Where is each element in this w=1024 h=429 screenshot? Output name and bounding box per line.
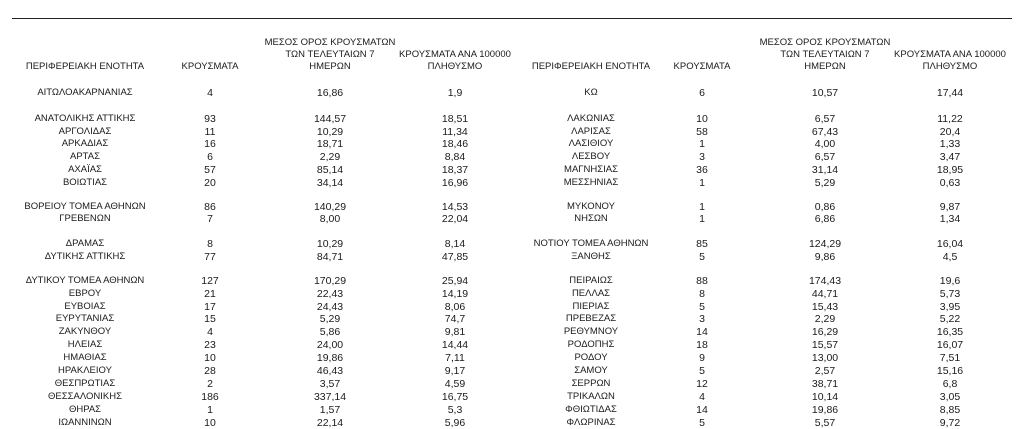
right-avg7-cell: 31,14	[811, 164, 839, 176]
right-table-row	[0, 113, 1024, 125]
left-avg7-cell: 16,86	[316, 87, 344, 99]
left-per100k-cell: 8,14	[444, 238, 466, 250]
right-cases-cell: 5	[699, 365, 705, 377]
right-region-cell: ΛΕΣΒΟΥ	[571, 151, 611, 162]
left-cases-cell: 28	[204, 365, 216, 377]
left-avg7-cell: 10,29	[316, 126, 344, 138]
right-avg7-cell: 2,29	[814, 313, 836, 325]
left-avg7-cell: 144,57	[313, 113, 347, 125]
left-per100k-cell: 18,37	[441, 164, 469, 176]
right-per100k-cell: 1,33	[939, 138, 961, 150]
left-avg7-cell: 85,14	[316, 164, 344, 176]
left-region-cell: ΓΡΕΒΕΝΩΝ	[59, 213, 111, 224]
header-right-avg7: ΜΕΣΟΣ ΟΡΟΣ ΚΡΟΥΣΜΑΤΩΝ ΤΩΝ ΤΕΛΕΥΤΑΙΩΝ 7 ΗΜΕΡΩΝ	[759, 37, 891, 72]
left-per100k-cell: 11,34	[442, 126, 468, 138]
left-cases-cell: 4	[207, 87, 213, 99]
left-cases-cell: 93	[204, 113, 216, 125]
right-region-cell: ΛΑΚΩΝΙΑΣ	[567, 113, 615, 124]
right-per100k-cell: 3,95	[939, 301, 961, 313]
left-per100k-cell: 14,44	[441, 339, 469, 351]
left-cases-cell: 23	[204, 339, 216, 351]
left-avg7-cell: 3,57	[319, 378, 341, 390]
right-table-row	[0, 87, 1024, 99]
right-per100k-cell: 9,72	[939, 417, 961, 429]
right-region-cell: ΦΛΩΡΙΝΑΣ	[566, 417, 616, 428]
right-cases-cell: 36	[696, 164, 708, 176]
left-region-cell: ΖΑΚΥΝΘΟΥ	[58, 326, 112, 337]
right-table-row	[0, 213, 1024, 225]
left-avg7-cell: 2,29	[319, 151, 341, 163]
right-per100k-cell: 11,22	[937, 113, 963, 125]
left-per100k-cell: 9,81	[444, 326, 466, 338]
right-cases-cell: 4	[699, 391, 705, 403]
right-table-row	[0, 138, 1024, 150]
right-cases-cell: 1	[699, 201, 705, 213]
right-cases-cell: 85	[696, 238, 708, 250]
left-per100k-cell: 14,19	[441, 288, 469, 300]
right-per100k-cell: 16,35	[936, 326, 964, 338]
right-per100k-cell: 5,73	[939, 288, 961, 300]
left-per100k-cell: 4,59	[444, 378, 466, 390]
left-avg7-cell: 84,71	[316, 251, 344, 263]
right-region-cell: ΜΕΣΣΗΝΙΑΣ	[563, 177, 619, 188]
right-cases-cell: 6	[699, 87, 705, 99]
right-region-cell: ΣΕΡΡΩΝ	[571, 378, 611, 389]
right-avg7-cell: 5,29	[814, 177, 836, 189]
left-avg7-cell: 5,86	[319, 326, 341, 338]
right-avg7-cell: 67,43	[811, 126, 839, 138]
header-right-per100k: ΚΡΟΥΣΜΑΤΑ ΑΝΑ 100000 ΠΛΗΘΥΣΜΟ	[894, 49, 1006, 72]
left-cases-cell: 10	[204, 352, 216, 364]
left-per100k-cell: 22,04	[441, 213, 469, 225]
left-region-cell: ΑΧΑΪΑΣ	[68, 164, 102, 175]
header-right-region: ΠΕΡΙΦΕΡΕΙΑΚΗ ΕΝΟΤΗΤΑ	[531, 61, 651, 72]
right-avg7-cell: 15,43	[811, 301, 839, 313]
right-per100k-cell: 3,47	[939, 151, 961, 163]
left-avg7-cell: 24,00	[316, 339, 344, 351]
right-cases-cell: 10	[696, 113, 708, 125]
left-cases-cell: 21	[204, 288, 216, 300]
right-table-row	[0, 151, 1024, 163]
left-per100k-cell: 5,96	[444, 417, 466, 429]
left-per100k-cell: 16,75	[441, 391, 469, 403]
left-region-cell: ΒΟΙΩΤΙΑΣ	[62, 177, 108, 188]
right-cases-cell: 5	[699, 251, 705, 263]
right-table-row	[0, 313, 1024, 325]
header-right-cases: ΚΡΟΥΣΜΑΤΑ	[673, 61, 731, 72]
right-avg7-cell: 19,86	[811, 404, 839, 416]
left-region-cell: ΗΛΕΙΑΣ	[67, 339, 103, 350]
right-per100k-cell: 20,4	[939, 126, 961, 138]
right-avg7-cell: 6,57	[814, 113, 836, 125]
right-avg7-cell: 2,57	[814, 365, 836, 377]
right-region-cell: ΝΗΣΩΝ	[574, 213, 608, 224]
header-left-per100k: ΚΡΟΥΣΜΑΤΑ ΑΝΑ 100000 ΠΛΗΘΥΣΜΟ	[399, 49, 511, 72]
right-cases-cell: 9	[699, 352, 705, 364]
left-avg7-cell: 19,86	[316, 352, 344, 364]
right-table-row	[0, 301, 1024, 313]
left-region-cell: ΑΡΤΑΣ	[70, 151, 100, 162]
left-cases-cell: 10	[204, 417, 216, 429]
right-region-cell: ΚΩ	[584, 87, 598, 98]
right-per100k-cell: 8,85	[939, 404, 961, 416]
right-avg7-cell: 15,57	[811, 339, 839, 351]
right-per100k-cell: 19,6	[939, 275, 961, 287]
left-region-cell: ΕΥΒΟΙΑΣ	[64, 301, 106, 312]
left-per100k-cell: 1,9	[447, 87, 463, 99]
right-region-cell: ΡΟΔΟΥ	[574, 352, 608, 363]
left-cases-cell: 17	[204, 301, 216, 313]
left-region-cell: ΑΙΤΩΛΟΑΚΑΡΝΑΝΙΑΣ	[37, 87, 133, 98]
left-avg7-cell: 1,57	[319, 404, 341, 416]
right-per100k-cell: 17,44	[936, 87, 964, 99]
left-cases-cell: 2	[207, 378, 213, 390]
right-region-cell: ΡΟΔΟΠΗΣ	[567, 339, 615, 350]
right-region-cell: ΦΘΙΩΤΙΔΑΣ	[565, 404, 617, 415]
left-region-cell: ΔΥΤΙΚΗΣ ΑΤΤΙΚΗΣ	[44, 251, 126, 262]
right-per100k-cell: 3,05	[939, 391, 961, 403]
right-table-row	[0, 339, 1024, 351]
left-per100k-cell: 14,53	[441, 201, 469, 213]
right-table-row	[0, 177, 1024, 189]
left-region-cell: ΗΡΑΚΛΕΙΟΥ	[58, 365, 112, 376]
right-avg7-cell: 10,14	[811, 391, 839, 403]
left-avg7-cell: 5,29	[319, 313, 341, 325]
right-table-row	[0, 201, 1024, 213]
left-per100k-cell: 47,85	[441, 251, 469, 263]
left-region-cell: ΑΡΚΑΔΙΑΣ	[61, 138, 109, 149]
right-per100k-cell: 0,63	[939, 177, 961, 189]
right-table-row	[0, 251, 1024, 263]
left-cases-cell: 1	[207, 404, 213, 416]
left-per100k-cell: 8,06	[444, 301, 466, 313]
left-cases-cell: 20	[204, 177, 216, 189]
right-cases-cell: 3	[699, 313, 705, 325]
left-region-cell: ΘΕΣΠΡΩΤΙΑΣ	[54, 378, 116, 389]
right-table-row	[0, 326, 1024, 338]
left-region-cell: ΕΥΡΥΤΑΝΙΑΣ	[55, 313, 115, 324]
left-cases-cell: 4	[207, 326, 213, 338]
right-cases-cell: 5	[699, 301, 705, 313]
left-region-cell: ΙΩΑΝΝΙΝΩΝ	[58, 417, 112, 428]
left-cases-cell: 127	[201, 275, 219, 287]
left-cases-cell: 11	[204, 126, 216, 138]
right-table-row	[0, 391, 1024, 403]
left-cases-cell: 16	[204, 138, 216, 150]
right-cases-cell: 18	[696, 339, 708, 351]
right-region-cell: ΜΑΓΝΗΣΙΑΣ	[564, 164, 618, 175]
right-cases-cell: 8	[699, 288, 705, 300]
right-per100k-cell: 7,51	[939, 352, 961, 364]
right-avg7-cell: 13,00	[811, 352, 839, 364]
right-cases-cell: 58	[696, 126, 708, 138]
right-avg7-cell: 10,57	[811, 87, 839, 99]
right-region-cell: ΛΑΣΙΘΙΟΥ	[568, 138, 614, 149]
right-region-cell: ΠΕΛΛΑΣ	[571, 288, 611, 299]
left-per100k-cell: 8,84	[444, 151, 466, 163]
left-cases-cell: 7	[207, 213, 213, 225]
left-region-cell: ΒΟΡΕΙΟΥ ΤΟΜΕΑ ΑΘΗΝΩΝ	[24, 201, 146, 212]
left-cases-cell: 77	[204, 251, 216, 263]
right-per100k-cell: 16,07	[936, 339, 964, 351]
right-region-cell: ΣΑΜΟΥ	[574, 365, 608, 376]
right-cases-cell: 1	[699, 213, 705, 225]
right-avg7-cell: 6,57	[814, 151, 836, 163]
left-avg7-cell: 22,14	[316, 417, 344, 429]
right-avg7-cell: 44,71	[811, 288, 839, 300]
right-per100k-cell: 1,34	[939, 213, 961, 225]
left-per100k-cell: 7,11	[445, 352, 465, 364]
right-table-row	[0, 378, 1024, 390]
right-per100k-cell: 16,04	[936, 238, 964, 250]
right-per100k-cell: 18,95	[936, 164, 964, 176]
header-left-region: ΠΕΡΙΦΕΡΕΙΑΚΗ ΕΝΟΤΗΤΑ	[25, 61, 145, 72]
right-avg7-cell: 0,86	[814, 201, 836, 213]
top-rule	[12, 18, 1012, 19]
left-avg7-cell: 8,00	[319, 213, 341, 225]
left-per100k-cell: 5,3	[447, 404, 463, 416]
left-per100k-cell: 18,46	[441, 138, 469, 150]
right-region-cell: ΠΡΕΒΕΖΑΣ	[565, 313, 617, 324]
right-table-row	[0, 288, 1024, 300]
left-region-cell: ΔΥΤΙΚΟΥ ΤΟΜΕΑ ΑΘΗΝΩΝ	[25, 275, 145, 286]
right-cases-cell: 1	[699, 138, 705, 150]
right-avg7-cell: 38,71	[811, 378, 839, 390]
left-cases-cell: 8	[207, 238, 213, 250]
right-table-row	[0, 365, 1024, 377]
right-per100k-cell: 5,22	[939, 313, 961, 325]
left-avg7-cell: 22,43	[316, 288, 344, 300]
right-per100k-cell: 6,8	[942, 378, 958, 390]
left-per100k-cell: 9,17	[444, 365, 466, 377]
left-region-cell: ΗΜΑΘΙΑΣ	[63, 352, 107, 363]
right-avg7-cell: 174,43	[808, 275, 842, 287]
right-region-cell: ΝΟΤΙΟΥ ΤΟΜΕΑ ΑΘΗΝΩΝ	[533, 238, 649, 249]
right-cases-cell: 88	[696, 275, 708, 287]
right-region-cell: ΛΑΡΙΣΑΣ	[571, 126, 611, 137]
left-per100k-cell: 18,51	[441, 113, 469, 125]
right-table-row	[0, 417, 1024, 429]
left-avg7-cell: 24,43	[316, 301, 344, 313]
left-per100k-cell: 16,96	[441, 177, 469, 189]
right-region-cell: ΠΕΙΡΑΙΩΣ	[569, 275, 613, 286]
right-cases-cell: 1	[699, 177, 705, 189]
left-cases-cell: 186	[201, 391, 219, 403]
header-left-avg7: ΜΕΣΟΣ ΟΡΟΣ ΚΡΟΥΣΜΑΤΩΝ ΤΩΝ ΤΕΛΕΥΤΑΙΩΝ 7 ΗΜΕΡΩΝ	[264, 37, 396, 72]
right-table-row	[0, 238, 1024, 250]
left-avg7-cell: 34,14	[316, 177, 344, 189]
right-table-row	[0, 404, 1024, 416]
right-avg7-cell: 6,86	[814, 213, 836, 225]
right-avg7-cell: 4,00	[814, 138, 836, 150]
right-table-row	[0, 126, 1024, 138]
right-avg7-cell: 9,86	[814, 251, 836, 263]
right-avg7-cell: 124,29	[808, 238, 842, 250]
left-cases-cell: 57	[204, 164, 216, 176]
right-region-cell: ΞΑΝΘΗΣ	[571, 251, 611, 262]
left-cases-cell: 6	[207, 151, 213, 163]
right-avg7-cell: 16,29	[811, 326, 839, 338]
header-left-cases: ΚΡΟΥΣΜΑΤΑ	[181, 61, 239, 72]
left-avg7-cell: 337,14	[313, 391, 347, 403]
left-region-cell: ΘΗΡΑΣ	[68, 404, 102, 415]
right-region-cell: ΠΙΕΡΙΑΣ	[572, 301, 610, 312]
left-avg7-cell: 10,29	[316, 238, 344, 250]
left-region-cell: ΑΝΑΤΟΛΙΚΗΣ ΑΤΤΙΚΗΣ	[34, 113, 136, 124]
left-avg7-cell: 140,29	[313, 201, 347, 213]
right-table-row	[0, 352, 1024, 364]
right-cases-cell: 3	[699, 151, 705, 163]
left-avg7-cell: 170,29	[313, 275, 347, 287]
right-per100k-cell: 15,16	[936, 365, 964, 377]
left-region-cell: ΘΕΣΣΑΛΟΝΙΚΗΣ	[48, 391, 122, 402]
right-cases-cell: 5	[699, 417, 705, 429]
right-per100k-cell: 4,5	[942, 251, 958, 263]
left-avg7-cell: 18,71	[316, 138, 344, 150]
left-region-cell: ΑΡΓΟΛΙΔΑΣ	[58, 126, 112, 137]
right-region-cell: ΤΡΙΚΑΛΩΝ	[567, 391, 615, 402]
right-cases-cell: 14	[696, 326, 708, 338]
left-region-cell: ΔΡΑΜΑΣ	[65, 238, 105, 249]
right-region-cell: ΡΕΘΥΜΝΟΥ	[563, 326, 619, 337]
left-per100k-cell: 25,94	[441, 275, 469, 287]
right-per100k-cell: 9,87	[939, 201, 961, 213]
left-per100k-cell: 74,7	[444, 313, 466, 325]
left-region-cell: ΕΒΡΟΥ	[68, 288, 102, 299]
left-avg7-cell: 46,43	[316, 365, 344, 377]
right-table-row	[0, 164, 1024, 176]
right-cases-cell: 12	[696, 378, 708, 390]
right-avg7-cell: 5,57	[814, 417, 836, 429]
right-region-cell: ΜΥΚΟΝΟΥ	[567, 201, 615, 212]
left-cases-cell: 86	[204, 201, 216, 213]
right-table-row	[0, 275, 1024, 287]
left-cases-cell: 15	[204, 313, 216, 325]
right-cases-cell: 14	[696, 404, 708, 416]
